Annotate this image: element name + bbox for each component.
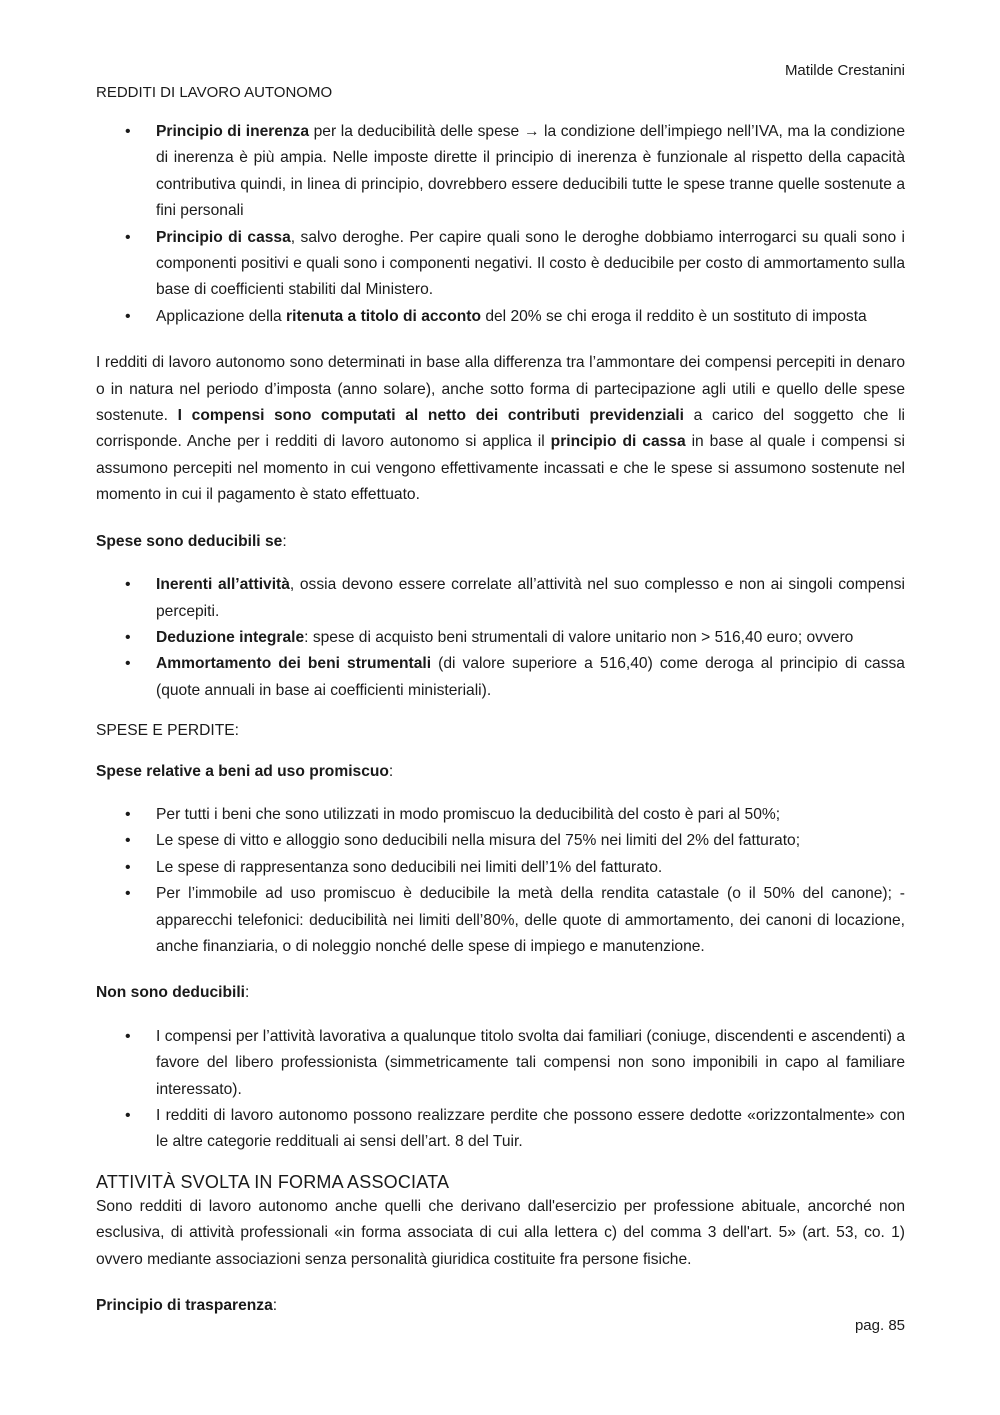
list-item: [96, 651, 905, 704]
list-item-bold: ritenuta a titolo di acconto: [286, 307, 481, 325]
text-run: in base al quale i compensi si assumono percepiti nel momento in cui vengono effettivamente incassati e che le spese si assumono sostenute nel momento in cui il pagamento è stato effettuato.: [96, 433, 905, 504]
list-item-bold: Ammortamento dei beni strumentali: [156, 655, 432, 673]
heading-suffix: :: [282, 532, 287, 550]
list-item: • Per tutti i beni che sono utilizzati in modo promiscuo la deducibilità del costo è pari al 50%;: [96, 802, 905, 828]
label-spese-perdite: SPESE E PERDITE:: [96, 722, 239, 740]
heading-bold: Spese relative a beni ad uso promiscuo: [96, 762, 389, 780]
promiscuo-list: [96, 802, 905, 960]
heading-suffix: :: [272, 1297, 278, 1315]
list-item: • Le spese di rappresentanza sono deducibili nei limiti dell’1% del fatturato.: [96, 855, 905, 881]
list-item: [96, 119, 905, 225]
deducibili-list: [96, 572, 905, 704]
list-item-bold: Deduzione integrale: [156, 628, 305, 646]
text-run: I redditi di lavoro autonomo sono determinati in base alla differenza tra l’ammontare dei compensi percepiti in denaro o in natura nel periodo d’imposta (anno solare), anche sotto forma di partecipazione agli utili e quello delle spese sostenute.: [96, 354, 905, 425]
heading-trasparenza: [96, 1293, 905, 1319]
text-run-bold: I compensi sono computati al netto dei contributi previdenziali: [177, 407, 684, 425]
document-page: [96, 0, 905, 1415]
author-name: Matilde Crestanini: [784, 62, 905, 79]
list-item: [96, 625, 905, 651]
list-item: [96, 572, 905, 625]
non-deducibili-list: [96, 1024, 905, 1156]
list-item-bold: Inerenti all’attività: [156, 576, 290, 594]
section-title: ATTIVITÀ SVOLTA IN FORMA ASSOCIATA: [96, 1171, 450, 1192]
list-item: • I compensi per l’attività lavorativa a qualunque titolo svolta dai familiari (coniuge, discendenti e ascendenti) a favore del libero professionista (simmetricamente tali compensi non sono imponibili in capo al familiare interessato).: [96, 1024, 905, 1103]
list-item: • I redditi di lavoro autonomo possono realizzare perdite che possono essere dedotte «orizzontalmente» con le altre categorie reddituali ai sensi dell’art. 8 del Tuir.: [96, 1103, 905, 1156]
list-item-text: : spese di acquisto beni strumentali di valore unitario non > 516,40 euro; ovvero: [304, 628, 854, 646]
page-body: [96, 119, 905, 1319]
running-header: REDDITI DI LAVORO AUTONOMO: [96, 84, 333, 101]
list-item: [96, 304, 905, 330]
heading-suffix: :: [245, 984, 250, 1002]
text-run: a carico del soggetto che li corrisponde. Anche per i redditi di lavoro autonomo si applica il: [96, 407, 905, 451]
heading-suffix: :: [388, 762, 394, 780]
heading-bold: Spese sono deducibili se: [96, 532, 283, 550]
page-number: pag. 85: [854, 1317, 905, 1334]
list-item-text: del 20% se chi eroga il reddito è un sostituto di imposta: [480, 307, 867, 325]
paragraph-associata: Sono redditi di lavoro autonomo anche quelli che derivano dall'esercizio per professione abituale, ancorché non esclusiva, di attività professionali «in forma associata di cui alla lettera c) del comma 3 dell'art. 5» (art. 53, co. 1) ovvero mediante associazioni senza personalità giuridica costituite fra persone fisiche.: [96, 1197, 905, 1268]
principles-list: [96, 119, 905, 330]
paragraph-redditi: [96, 350, 905, 508]
heading-deducibili: [96, 529, 905, 555]
heading-non-deducibili: [96, 980, 905, 1006]
list-item: • Per l’immobile ad uso promiscuo è deducibile la metà della rendita catastale (o il 50% del canone); - apparecchi telefonici: deducibilità nei limiti dell’80%, delle quote di ammortamento, dei canoni di locazione, anche finanziaria, o di noleggio nonché delle spese di impiego e manutenzione.: [96, 881, 905, 960]
heading-promiscuo: [96, 759, 905, 785]
list-item-text: Applicazione della: [156, 307, 287, 325]
list-item-bold: Principio di cassa: [156, 228, 291, 246]
list-item-text: , ossia devono essere correlate all’attività nel suo complesso e non ai singoli compensi percepiti.: [156, 576, 905, 620]
text-run-bold: principio di cassa: [550, 433, 686, 451]
heading-bold: Non sono deducibili: [96, 984, 246, 1002]
list-item: [96, 225, 905, 304]
list-item-text: (di valore superiore a 516,40) come deroga al principio di cassa (quote annuali in base ai coefficienti ministeriali).: [156, 655, 905, 699]
list-item-bold: Principio di inerenza: [156, 123, 310, 140]
list-item-text: per la deducibilità delle spese → la condizione dell’impiego nell’IVA, ma la condizione di inerenza è più ampia. Nelle imposte dirette il principio di inerenza è funzionale al rispetto della capacità contributiva quindi, in linea di principio, dovrebbero essere deducibili tutte le spese tranne quelle sostenute a fini personali: [156, 123, 905, 220]
list-item-text: , salvo deroghe. Per capire quali sono le deroghe dobbiamo interrogarci su quali sono i componenti positivi e quali sono i componenti negativi. Il costo è deducibile per costo di ammortamento sulla base di coefficienti stabiliti dal Ministero.: [156, 228, 905, 299]
heading-bold: Principio di trasparenza: [96, 1297, 273, 1315]
list-item: • Le spese di vitto e alloggio sono deducibili nella misura del 75% nei limiti del 2% del fatturato;: [96, 828, 905, 854]
